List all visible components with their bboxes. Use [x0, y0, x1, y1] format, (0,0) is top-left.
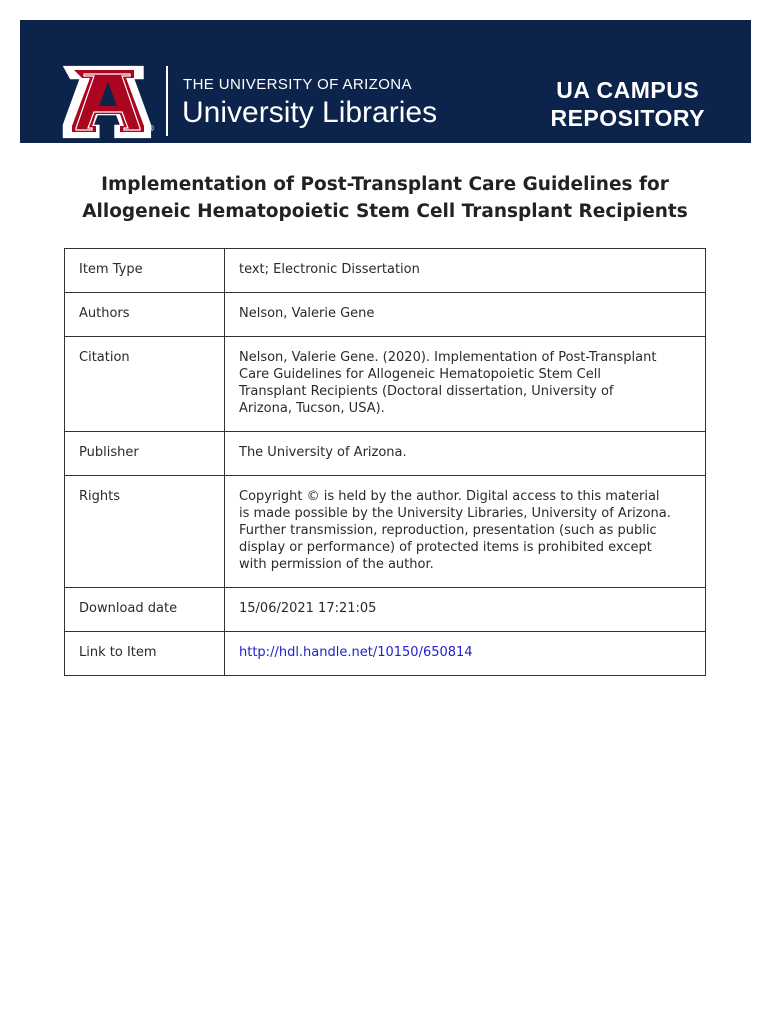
title-line-1: Implementation of Post-Transplant Care Guidelines for: [101, 174, 669, 195]
university-libraries-name: University Libraries: [182, 96, 438, 129]
rights-line: with permission of the author.: [239, 557, 434, 572]
table-row: [65, 632, 706, 676]
rights-line: Copyright © is held by the author. Digital access to this material: [239, 489, 660, 504]
table-row: [65, 293, 706, 337]
row-label: Rights: [65, 476, 225, 588]
rights-line: Further transmission, reproduction, presentation (such as public: [239, 523, 657, 538]
header-divider: [166, 66, 168, 136]
citation-line: Care Guidelines for Allogeneic Hematopoietic Stem Cell: [239, 367, 601, 382]
document-title: [0, 171, 770, 225]
header-banner: [20, 20, 751, 143]
title-line-2: Allogeneic Hematopoietic Stem Cell Transplant Recipients: [82, 201, 688, 222]
row-label: Publisher: [65, 432, 225, 476]
citation-line: Transplant Recipients (Doctoral dissertation, University of: [239, 384, 614, 399]
repository-name: [550, 76, 705, 132]
rights-line: display or performance) of protected items is prohibited except: [239, 540, 652, 555]
repository-line-2: REPOSITORY: [550, 105, 705, 131]
row-label: Link to Item: [65, 632, 225, 676]
row-value: [225, 337, 706, 432]
row-value: [225, 632, 706, 676]
row-label: Item Type: [65, 249, 225, 293]
rights-line: is made possible by the University Libraries, University of Arizona.: [239, 506, 671, 521]
row-label: Citation: [65, 337, 225, 432]
repository-line-1: UA CAMPUS: [556, 77, 700, 103]
citation-line: Nelson, Valerie Gene. (2020). Implementation of Post-Transplant: [239, 350, 657, 365]
university-arizona-logo-icon: [60, 64, 156, 140]
metadata-table: [64, 248, 706, 676]
item-link[interactable]: http://hdl.handle.net/10150/650814: [239, 645, 473, 660]
row-value: The University of Arizona.: [225, 432, 706, 476]
university-name: THE UNIVERSITY OF ARIZONA: [183, 76, 412, 93]
citation-line: Arizona, Tucson, USA).: [239, 401, 385, 416]
row-value: 15/06/2021 17:21:05: [225, 588, 706, 632]
table-row: [65, 432, 706, 476]
table-row: [65, 337, 706, 432]
row-label: Download date: [65, 588, 225, 632]
row-label: Authors: [65, 293, 225, 337]
table-row: [65, 476, 706, 588]
row-value: [225, 476, 706, 588]
table-row: [65, 588, 706, 632]
table-row: [65, 249, 706, 293]
row-value: text; Electronic Dissertation: [225, 249, 706, 293]
row-value: Nelson, Valerie Gene: [225, 293, 706, 337]
registered-mark: ®: [147, 124, 155, 133]
